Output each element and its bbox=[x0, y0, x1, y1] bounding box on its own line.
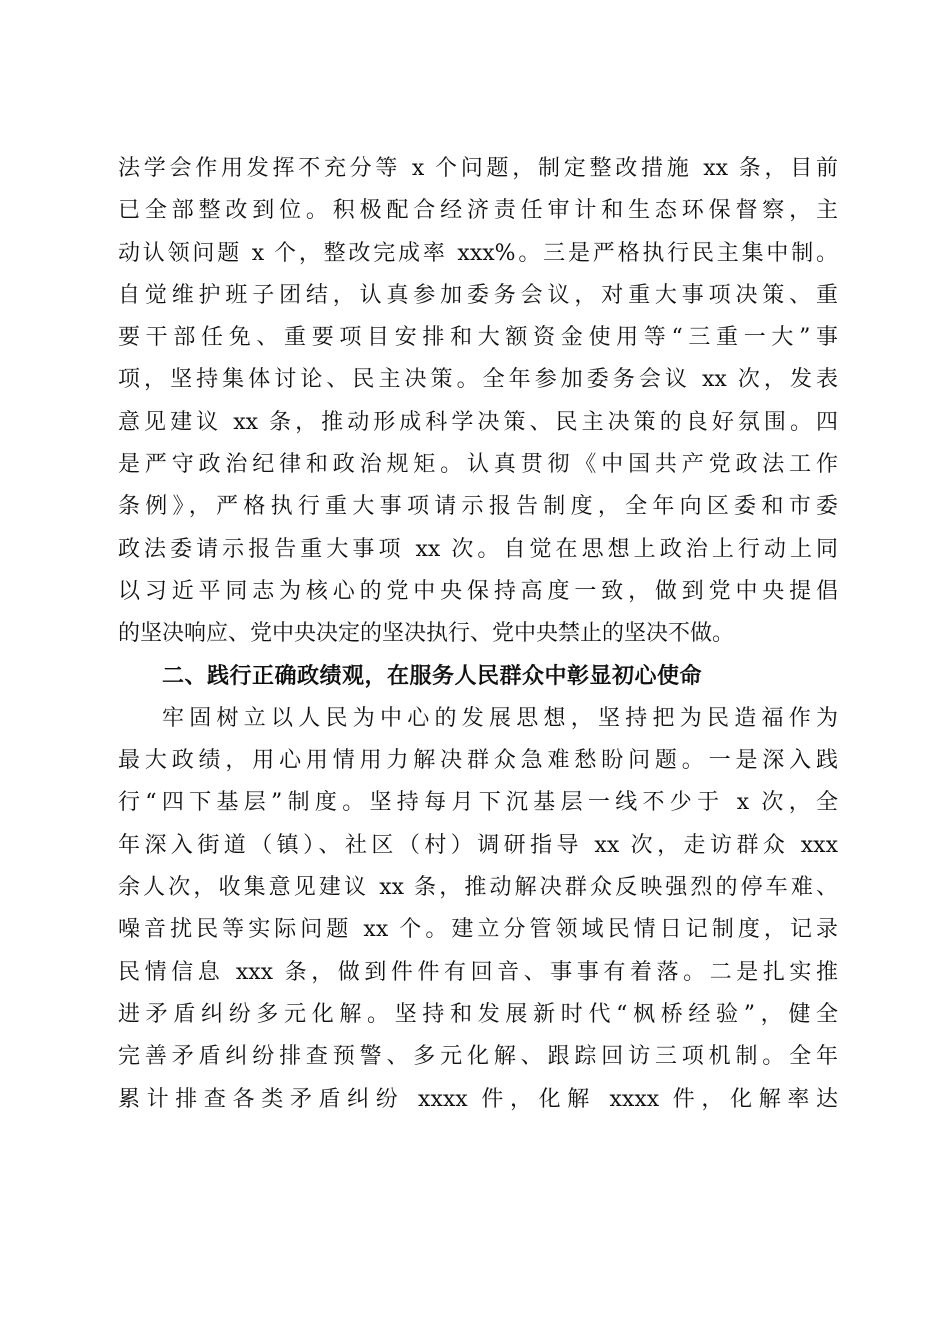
paragraph-line: 政法委请示报告重大事项 xx 次。自觉在思想上政治上行动上同 bbox=[118, 536, 838, 562]
section-heading: 二、践行正确政绩观，在服务人民群众中彰显初心使命 bbox=[162, 663, 703, 689]
document-body bbox=[118, 148, 838, 1121]
paragraph-line: 法学会作用发挥不充分等 x 个问题，制定整改措施 xx 条，目前 bbox=[118, 156, 838, 181]
paragraph-line: 以习近平同志为核心的党中央保持高度一致，做到党中央提倡 bbox=[118, 578, 838, 604]
paragraph-line: 完善矛盾纠纷排查预警、多元化解、跟踪回访三项机制。全年 bbox=[118, 1044, 838, 1070]
paragraph-line: 动认领问题 x 个，整改完成率 xxx%。三是严格执行民主集中制。 bbox=[118, 240, 838, 266]
paragraph-line: 累计排查各类矛盾纠纷 xxxx 件，化解 xxxx 件，化解率达 bbox=[118, 1086, 838, 1112]
paragraph-line: 最大政绩，用心用情用力解决群众急难愁盼问题。一是深入践 bbox=[118, 748, 838, 774]
paragraph-line: 要干部任免、重要项目安排和大额资金使用等“三重一大”事 bbox=[118, 325, 838, 351]
paragraph-line: 条例》，严格执行重大事项请示报告制度，全年向区委和市委 bbox=[118, 494, 838, 520]
paragraph-line: 进矛盾纠纷多元化解。坚持和发展新时代“枫桥经验”，健全 bbox=[118, 1001, 838, 1027]
paragraph-line: 意见建议 xx 条，推动形成科学决策、民主决策的良好氛围。四 bbox=[118, 409, 838, 435]
paragraph-line: 已全部整改到位。积极配合经济责任审计和生态环保督察，主 bbox=[118, 198, 838, 224]
paragraph-line: 行“四下基层”制度。坚持每月下沉基层一线不少于 x 次，全 bbox=[118, 790, 838, 816]
paragraph-line: 牢固树立以人民为中心的发展思想，坚持把为民造福作为 bbox=[162, 705, 838, 731]
paragraph-line: 余人次，收集意见建议 xx 条，推动解决群众反映强烈的停车难、 bbox=[118, 875, 838, 901]
paragraph-line: 的坚决响应、党中央决定的坚决执行、党中央禁止的坚决不做。 bbox=[118, 621, 735, 647]
paragraph-line: 年深入街道（镇）、社区（村）调研指导 xx 次，走访群众 xxx bbox=[118, 832, 838, 858]
paragraph-line: 项，坚持集体讨论、民主决策。全年参加委务会议 xx 次，发表 bbox=[118, 367, 838, 393]
paragraph-line: 噪音扰民等实际问题 xx 个。建立分管领域民情日记制度，记录 bbox=[118, 917, 838, 943]
paragraph-line: 民情信息 xxx 条，做到件件有回音、事事有着落。二是扎实推 bbox=[118, 959, 838, 985]
paragraph-line: 自觉维护班子团结，认真参加委务会议，对重大事项决策、重 bbox=[118, 282, 838, 308]
paragraph-line: 是严守政治纪律和政治规矩。认真贯彻《中国共产党政法工作 bbox=[118, 452, 838, 478]
